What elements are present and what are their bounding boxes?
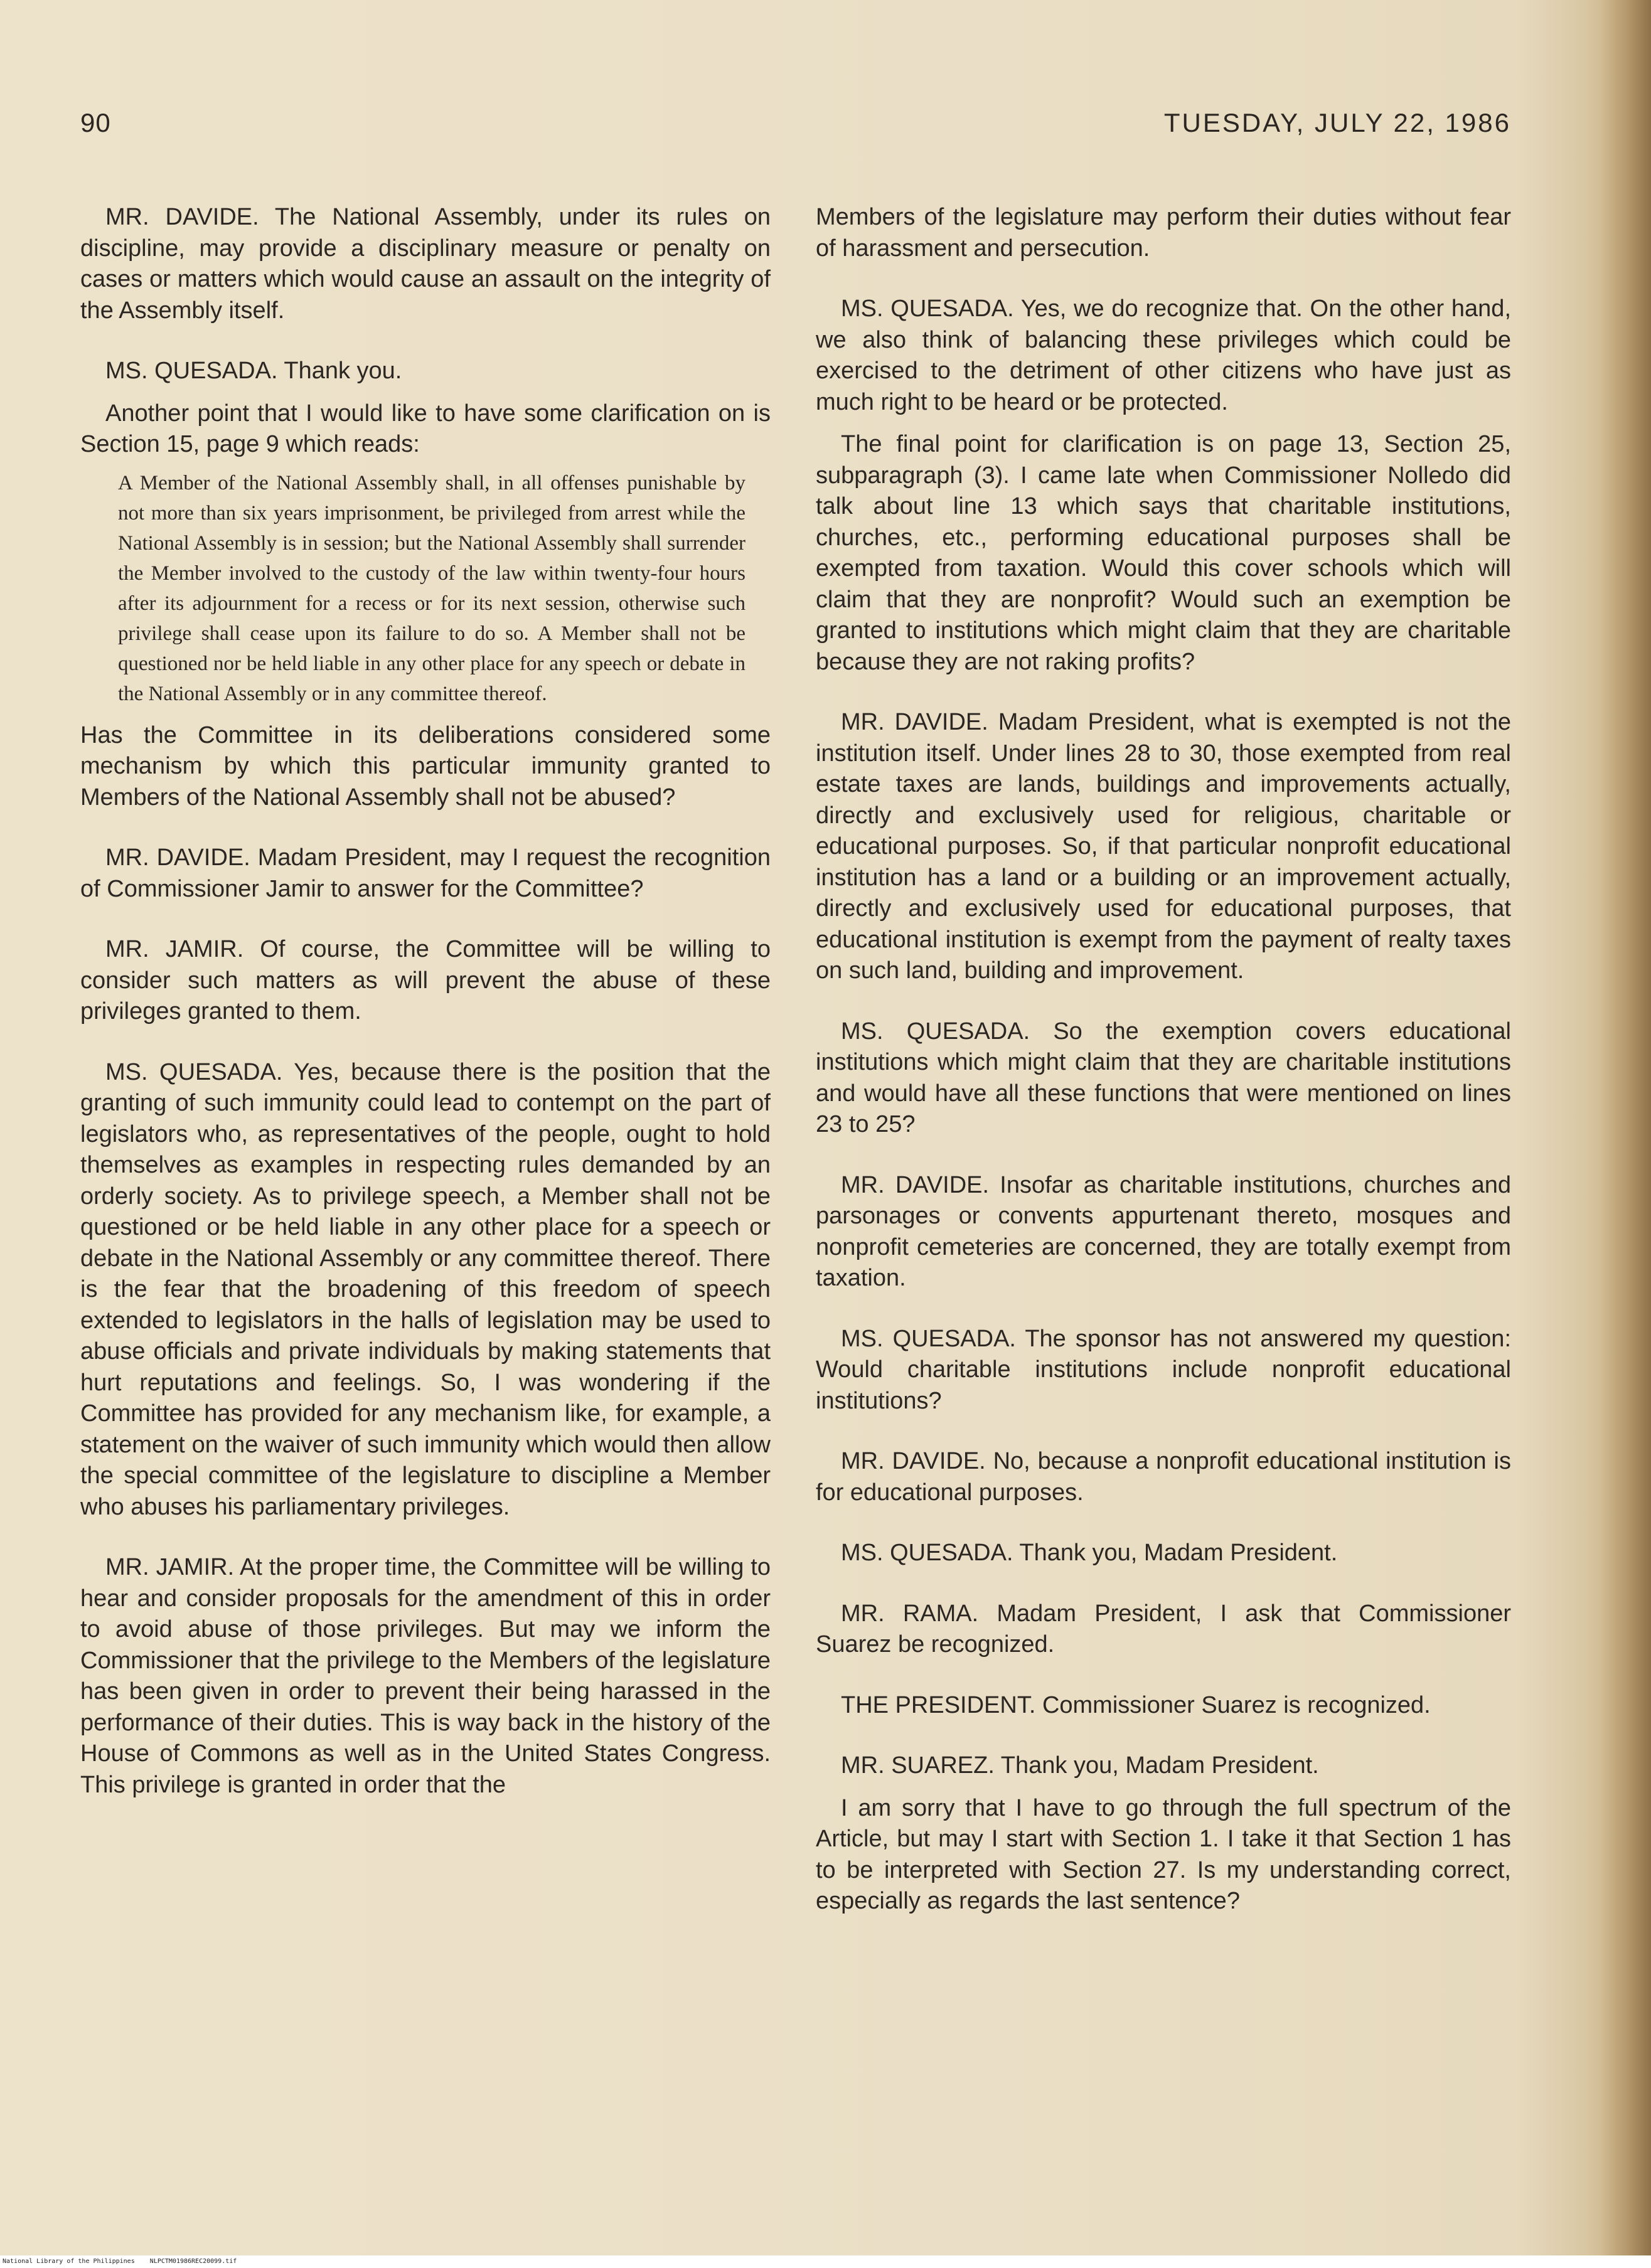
paragraph: THE PRESIDENT. Commissioner Suarez is recognized. [841, 1691, 1431, 1718]
paragraph: MS. QUESADA. The sponsor has not answered my question: Would charitable institutions include nonprofit educational institutions? [816, 1325, 1511, 1414]
paragraph: MR. DAVIDE. Madam President, may I request the recognition of Commissioner Jamir to answer for the Committee? [80, 844, 771, 902]
page-edge-shadow [1601, 0, 1651, 2268]
paragraph: I am sorry that I have to go through the full spectrum of the Article, but may I start with Section 1. I take it that Section 1 has to be interpreted with Section 27. Is my understanding correct, especially as regards the last sentence? [816, 1794, 1511, 1914]
scan-footer-strip [0, 2255, 1651, 2268]
paragraph: MR. JAMIR. At the proper time, the Committee will be willing to hear and consider proposals for the amendment of this in order to avoid abuse of those privileges. But may we inform the Commissioner that the privilege to the Members of the legislature has been given in order to prevent their being harassed in the performance of their duties. This is way back in the history of the House of Commons as well as in the United States Congress. This privilege is granted in order that the [80, 1554, 771, 1798]
scan-footer-text: National Library of the Philippines NLPCTM01986REC20099.tif [3, 2258, 237, 2265]
paragraph: MR. SUAREZ. Thank you, Madam President. [841, 1752, 1319, 1779]
paragraph: MR. DAVIDE. Insofar as charitable institutions, churches and parsonages or convents appurtenant thereto, mosques and nonprofit cemeteries are concerned, they are totally exempt from taxation. [816, 1171, 1511, 1291]
left-column [80, 202, 771, 1801]
paragraph: MS. QUESADA. Thank you. [105, 358, 402, 384]
paragraph: MS. QUESADA. Thank you, Madam President. [841, 1540, 1338, 1566]
paragraph: MS. QUESADA. So the exemption covers educational institutions which might claim that they are charitable institutions and would have all these functions that were mentioned on lines 23 to 25? [816, 1018, 1511, 1137]
right-column [816, 202, 1511, 1917]
paragraph: MR. DAVIDE. Madam President, what is exempted is not the institution itself. Under lines 28 to 30, those exempted from real estate taxes are lands, buildings and improvements actually, directly and exclusively used for religious, charitable or educational purposes. So, if that particular nonprofit educational institution has a land or a building or an improvement actually, directly and exclusively used for educational purposes, that educational institution is exempt from the payment of realty taxes on such land, building and improvement. [816, 709, 1511, 984]
paragraph: Members of the legislature may perform their duties without fear of harassment and persecution. [816, 204, 1511, 262]
quoted-section: A Member of the National Assembly shall, in all offenses punishable by not more than six years imprisonment, be privileged from arrest while the National Assembly is in session; but the National Assembly shall surrender the Member involved to the custody of the law within twenty-four hours after its adjournment for a recess or for its next session, otherwise such privilege shall cease upon its failure to do so. A Member shall not be questioned nor be held liable in any other place for any speech or debate in the National Assembly or in any committee thereof. [118, 471, 745, 705]
page-header [80, 108, 1511, 152]
paragraph: MR. DAVIDE. The National Assembly, under its rules on discipline, may provide a disciplinary measure or penalty on cases or matters which would cause an assault on the integrity of the Assembly itself. [80, 204, 771, 324]
paragraph: MR. JAMIR. Of course, the Committee will be willing to consider such matters as will prevent the abuse of these privileges granted to them. [80, 936, 771, 1025]
paragraph: MR. DAVIDE. No, because a nonprofit educational institution is for educational purposes. [816, 1448, 1511, 1506]
paragraph: MS. QUESADA. Yes, because there is the position that the granting of such immunity could lead to contempt on the part of legislators who, as representatives of the people, ought to hold themselves as examples in respecting rules demanded by an orderly society. As to privilege speech, a Member shall not be questioned or be held liable in any other place for a speech or debate in the National Assembly or any committee thereof. There is the fear that the broadening of this freedom of speech extended to legislators in the halls of legislation may be used to abuse officials and private individuals by making statements that hurt reputations and feelings. So, I was wondering if the Committee has provided for any mechanism like, for example, a statement on the waiver of such immunity which would then allow the special committee of the legislature to discipline a Member who abuses his parliamentary privileges. [80, 1058, 771, 1520]
header-date: TUESDAY, JULY 22, 1986 [1163, 108, 1511, 137]
paragraph: MS. QUESADA. Yes, we do recognize that. On the other hand, we also think of balancing these privileges which could be exercised to the detriment of other citizens who have just as much right to be heard or be protected. [816, 295, 1511, 415]
paragraph: MR. RAMA. Madam President, I ask that Commissioner Suarez be recognized. [816, 1600, 1511, 1658]
paragraph: Has the Committee in its deliberations considered some mechanism by which this particular immunity granted to Members of the National Assembly shall not be abused? [80, 721, 771, 811]
paragraph: The final point for clarification is on page 13, Section 25, subparagraph (3). I came late when Commissioner Nolledo did talk about line 13 which says that charitable institutions, churches, etc., performing educational purposes shall be exempted from taxation. Would this cover schools which will claim that they are nonprofit? Would such an exemption be granted to institutions which might claim that they are charitable because they are not raking profits? [816, 431, 1511, 675]
paragraph: Another point that I would like to have some clarification on is Section 15, page 9 which reads: [80, 400, 771, 457]
page-number: 90 [80, 108, 111, 137]
